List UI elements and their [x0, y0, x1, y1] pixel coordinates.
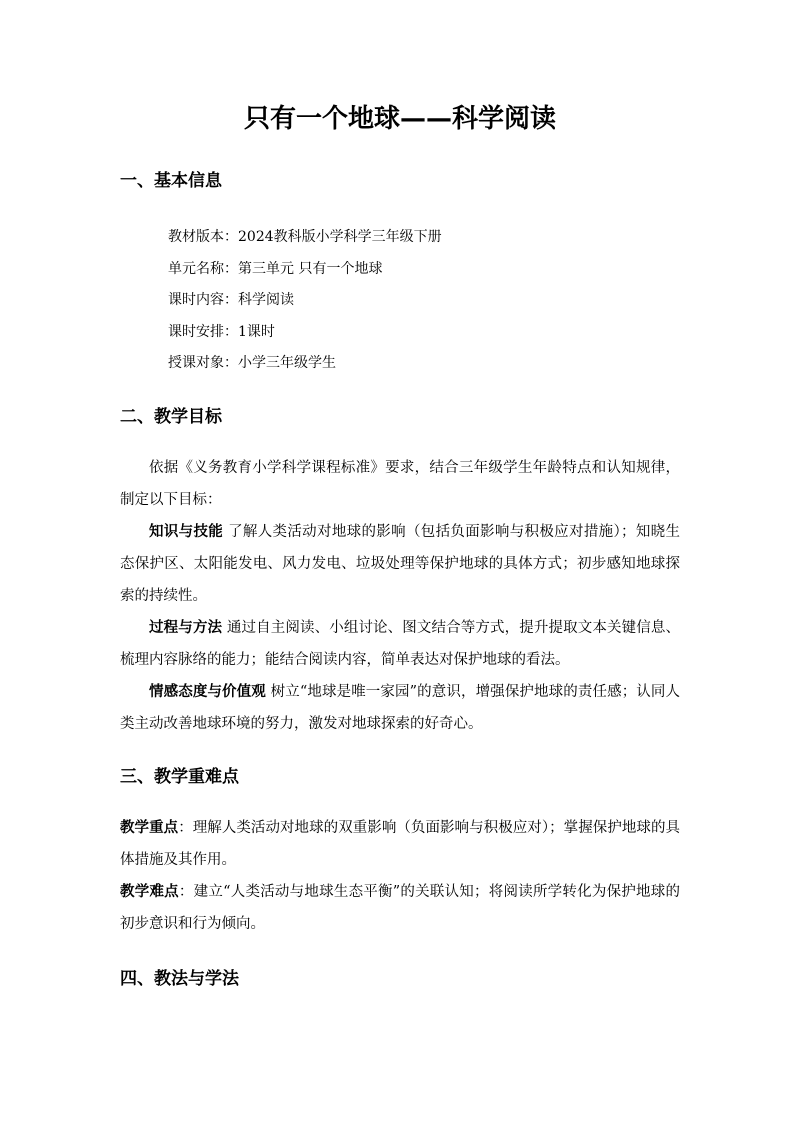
teaching-difficulty-label: 教学难点 — [120, 884, 179, 900]
teaching-difficulty-text: ：建立“人类活动与地球生态平衡”的关联认知；将阅读所学转化为保护地球的初步意识和行为倾向。 — [120, 884, 681, 932]
document-title: 只有一个地球——科学阅读 — [243, 104, 556, 134]
section-heading-methods: 四、教法与学法 — [120, 969, 239, 989]
info-label: 教材版本： — [168, 229, 238, 245]
info-row-schedule — [168, 317, 442, 349]
teaching-focus-text: ：理解人类活动对地球的双重影响（负面影响与积极应对）；掌握保护地球的具体措施及其作用。 — [120, 820, 681, 868]
goal-emotion-label: 情感态度与价值观 — [149, 684, 266, 700]
section-heading-teaching-goals: 二、教学目标 — [120, 407, 222, 427]
info-label: 单元名称： — [168, 260, 238, 277]
goals-intro-paragraph: 依据《义务教育小学科学课程标准》要求，结合三年级学生年龄特点和认知规律，制定以下目标： — [120, 460, 680, 508]
info-row-lesson-content — [168, 285, 442, 317]
goal-knowledge-paragraph — [120, 516, 680, 612]
goal-emotion-text: 树立“地球是唯一家园”的意识，增强保护地球的责任感；认同人类主动改善地球环境的努力，激发对地球探索的好奇心。 — [120, 684, 681, 732]
goal-process-text: 通过自主阅读、小组讨论、图文结合等方式，提升提取文本关键信息、梳理内容脉络的能力；能结合阅读内容，简单表达对保护地球的看法。 — [120, 620, 680, 668]
goal-process-paragraph — [120, 612, 680, 676]
goal-process-label: 过程与方法 — [149, 620, 223, 636]
info-label: 授课对象： — [168, 355, 238, 371]
goal-emotion-paragraph — [120, 676, 680, 740]
info-label: 课时内容： — [168, 292, 238, 308]
section-heading-basic-info: 一、基本信息 — [120, 171, 222, 191]
info-row-audience — [168, 348, 442, 380]
goal-knowledge-label: 知识与技能 — [149, 524, 224, 540]
info-row-textbook — [168, 222, 442, 254]
info-label: 课时安排： — [168, 323, 238, 340]
goal-knowledge-text: 了解人类活动对地球的影响（包括负面影响与积极应对措施）；知晓生态保护区、太阳能发电、风力发电、垃圾处理等保护地球的具体方式；初步感知地球探索的持续性。 — [120, 524, 681, 604]
info-value: 2024教科版小学科学三年级下册 — [238, 229, 442, 245]
basic-info-list — [168, 222, 442, 380]
teaching-focus-paragraph — [120, 812, 680, 876]
teaching-difficulty-paragraph — [120, 876, 680, 940]
teaching-focus-label: 教学重点 — [120, 820, 179, 836]
section-heading-key-points: 三、教学重难点 — [120, 767, 239, 787]
info-row-unit — [168, 254, 442, 286]
info-value: 1课时 — [238, 323, 275, 340]
info-value: 科学阅读 — [238, 292, 294, 308]
info-value: 第三单元 只有一个地球 — [238, 260, 383, 277]
info-value: 小学三年级学生 — [238, 355, 336, 371]
